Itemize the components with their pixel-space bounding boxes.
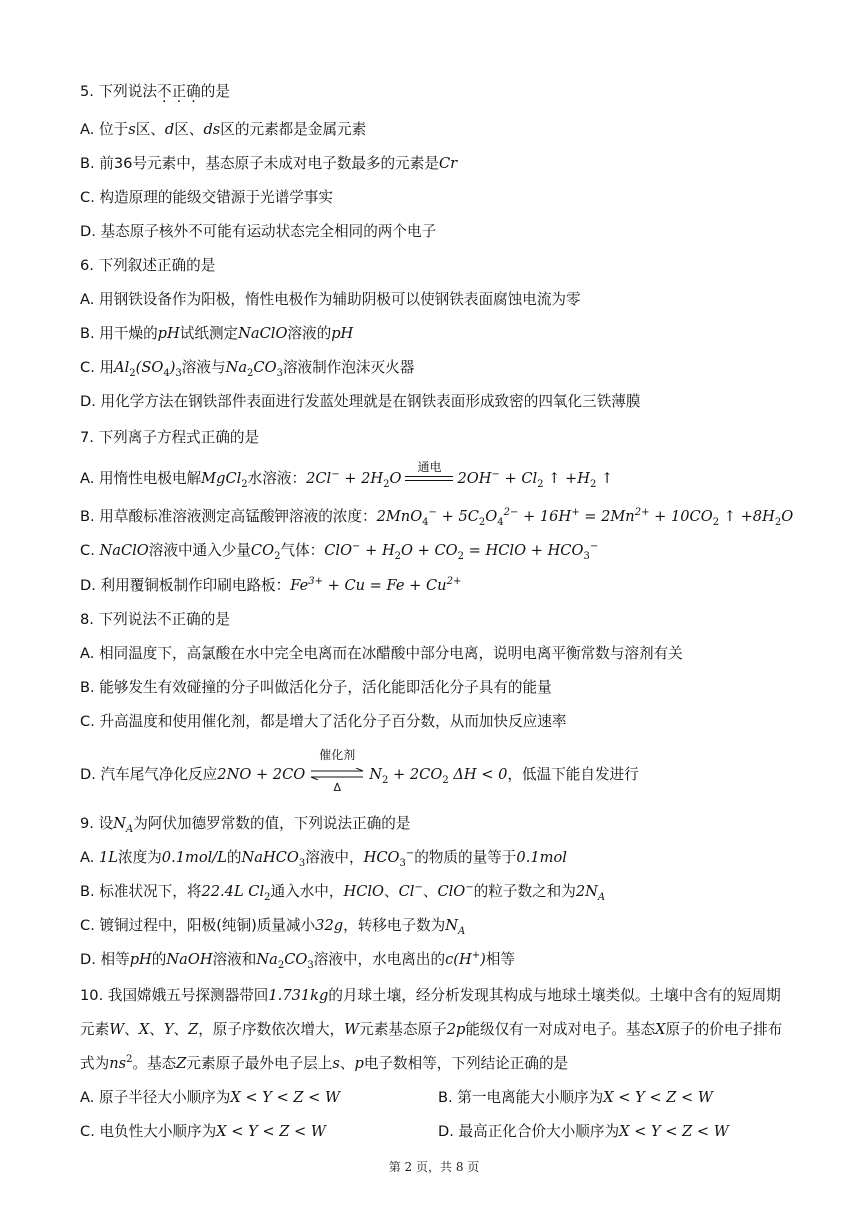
q7-option-b: B. 用草酸标准溶液测定高锰酸钾溶液的浓度：$2MnO_4^- + 5C_2O_4^{2-} + 16H^+ = 2Mn^{2+} + 10CO_2$ ↑ $+8H_2O$ <box>80 507 794 528</box>
q9-option-b: B. 标准状况下，将22.4L $Cl_2$通入水中，HClO、Cl−、ClO−的粒子数之和为$2N_A$ <box>80 882 606 903</box>
catalyst-equilibrium-arrow: 催化剂 Δ <box>309 762 365 788</box>
q5-stem: 5. 下列说法不正确的是 <box>80 83 230 100</box>
q6-option-a: A. 用钢铁设备作为阳极，惰性电极作为辅助阴极可以使钢铁表面腐蚀电流为零 <box>80 291 581 308</box>
q8-option-b: B. 能够发生有效碰撞的分子叫做活化分子，活化能即活化分子具有的能量 <box>80 679 552 696</box>
q9-option-c: C. 镀铜过程中，阳极(纯铜)质量减小32g，转移电子数为$N_A$ <box>80 917 466 937</box>
q5-option-a: A. 位于s区、d区、ds区的元素都是金属元素 <box>80 121 367 138</box>
q10-option-b: B. 第一电离能大小顺序为X < Y < Z < W <box>438 1089 713 1106</box>
q10-stem-line3: 式为$ns^2$。基态Z元素原子最外电子层上s、p电子数相等，下列结论正确的是 <box>80 1054 569 1072</box>
page-footer: 第 2 页，共 8 页 <box>388 1160 480 1174</box>
q10-option-a: A. 原子半径大小顺序为X < Y < Z < W <box>80 1089 341 1106</box>
q7-option-c: C. NaClO溶液中通入少量$CO_2$气体：$ClO^- + H_2O + CO_2$ = HClO + $HCO_3^-$ <box>80 541 599 562</box>
q5-option-c: C. 构造原理的能级交错源于光谱学事实 <box>80 189 333 206</box>
q5-option-b: B. 前36号元素中，基态原子未成对电子数最多的元素是Cr <box>80 155 458 172</box>
q10-stem-line2: 元素W、X、Y、Z，原子序数依次增大，W元素基态原子2p能级仅有一对成对电子。基态X原子的价电子排布 <box>80 1021 783 1038</box>
q9-stem: 9. 设$N_A$为阿伏加德罗常数的值，下列说法正确的是 <box>80 815 411 835</box>
q9-option-d: D. 相等pH的NaOH溶液和$Na_2CO_3$溶液中，水电离出的c(H+)相等 <box>80 950 515 971</box>
q9-option-a: A. 1L浓度为0.1mol/L的NaHCO$_3$溶液中，$HCO_3^-$的物质的量等于0.1mol <box>80 848 567 869</box>
q5-option-d: D. 基态原子核外不可能有运动状态完全相同的两个电子 <box>80 223 437 240</box>
q10-stem-line1: 10. 我国嫦娥五号探测器带回1.731kg的月球土壤，经分析发现其构成与地球土壤类似。土壤中含有的短周期 <box>80 987 781 1004</box>
q6-option-c: C. 用$Al_2(SO_4)_3$溶液与$Na_2CO_3$溶液制作泡沫灭火器 <box>80 359 415 379</box>
q8-option-c: C. 升高温度和使用催化剂，都是增大了活化分子百分数，从而加快反应速率 <box>80 713 567 730</box>
q6-option-d: D. 用化学方法在钢铁部件表面进行发蓝处理就是在钢铁表面形成致密的四氧化三铁薄膜 <box>80 393 641 410</box>
q10-option-c: C. 电负性大小顺序为X < Y < Z < W <box>80 1123 326 1140</box>
q8-option-a: A. 相同温度下，高氯酸在水中完全电离而在冰醋酸中部分电离，说明电离平衡常数与溶剂有关 <box>80 645 683 662</box>
q7-stem: 7. 下列离子方程式正确的是 <box>80 429 260 446</box>
q7-option-d: D. 利用覆铜板制作印刷电路板：$Fe^{3+} + Cu = Fe + Cu^{2+}$ <box>80 576 462 594</box>
q8-option-d: D. 汽车尾气净化反应2NO + 2CO 催化剂 Δ $N_2 + 2CO_2$ ΔH < 0，低温下能自发进行 <box>80 748 639 794</box>
q8-stem: 8. 下列说法不正确的是 <box>80 611 230 628</box>
q10-option-d: D. 最高正化合价大小顺序为X < Y < Z < W <box>438 1123 729 1140</box>
q7-option-a: A. 用惰性电极电解MgCl$_2$水溶液：$2Cl^- + 2H_2O$ 通电 $2OH^- + Cl_2$ ↑ $+H_2$ ↑ <box>80 466 613 492</box>
q6-stem: 6. 下列叙述正确的是 <box>80 257 216 274</box>
electrolysis-condition: 通电 <box>405 466 453 492</box>
q6-option-b: B. 用干燥的pH试纸测定NaClO溶液的pH <box>80 325 354 342</box>
